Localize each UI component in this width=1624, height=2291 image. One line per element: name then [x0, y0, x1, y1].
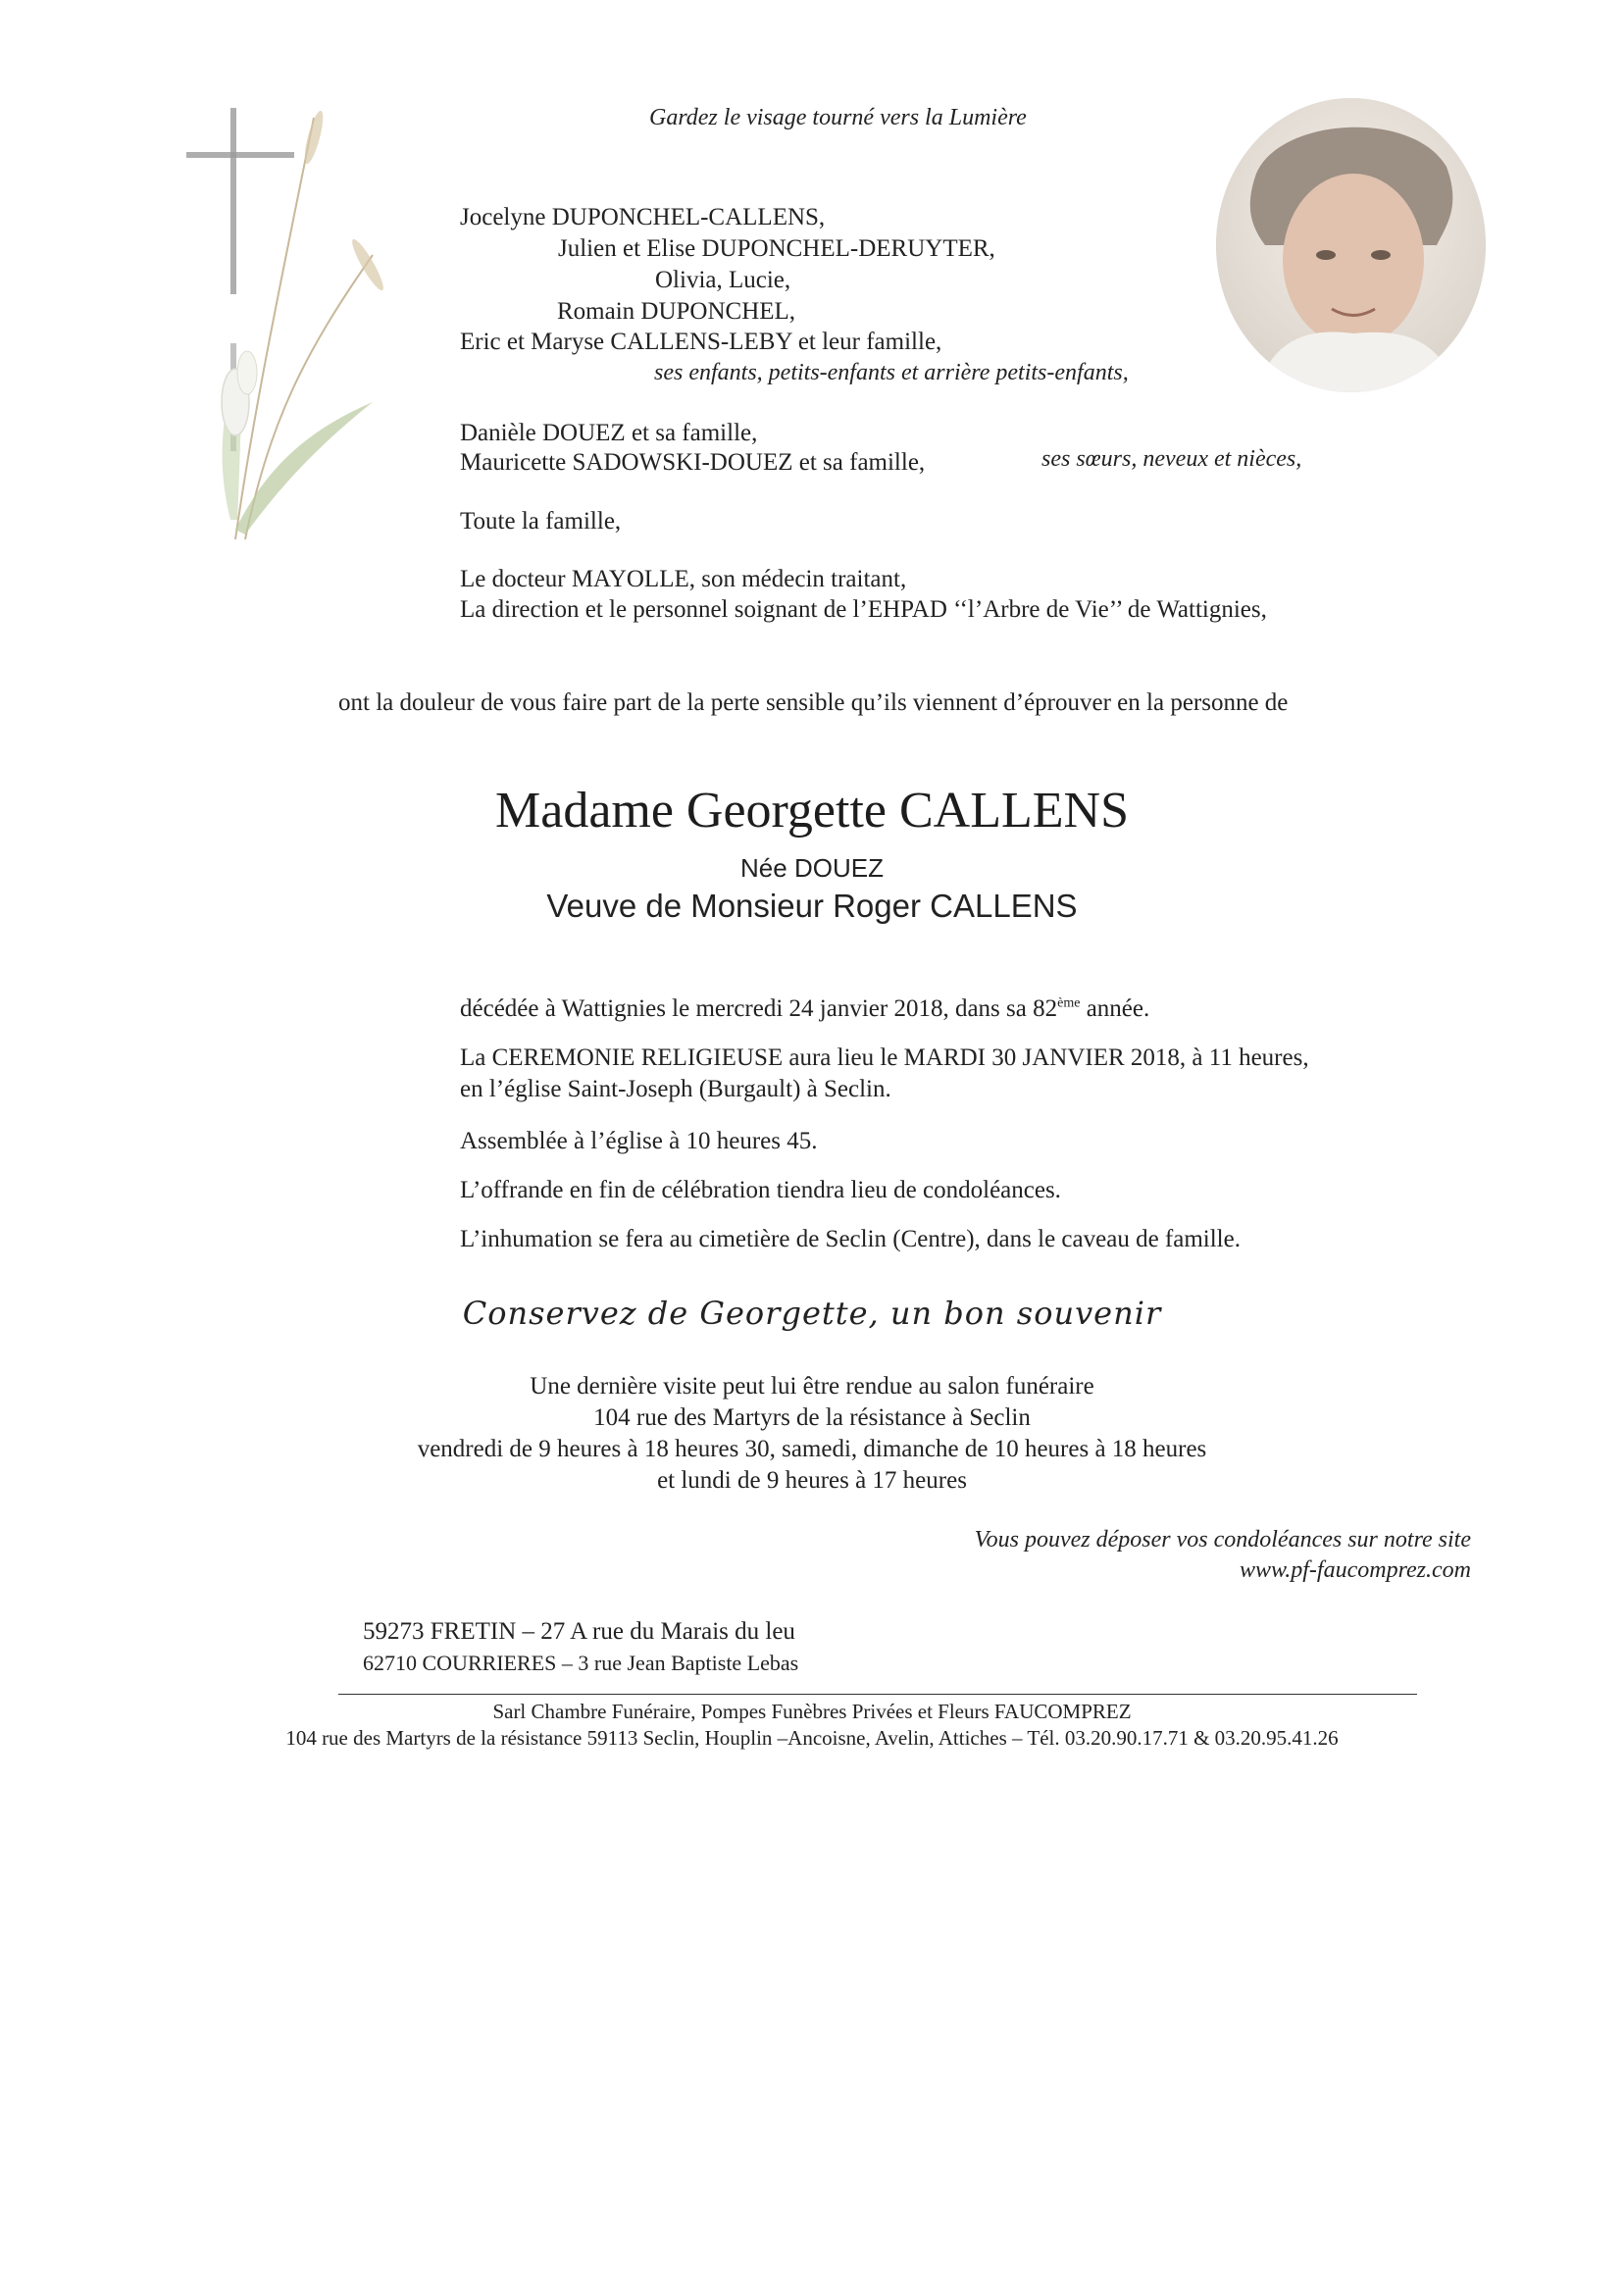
visit-hours: vendredi de 9 heures à 18 heures 30, samedi, dimanche de 10 heures à 18 heures [417, 1436, 1207, 1462]
ceremony-line: La CEREMONIE RELIGIEUSE aura lieu le MARDI 30 JANVIER 2018, à 11 heures, [460, 1044, 1309, 1071]
family-line: Olivia, Lucie, [655, 267, 791, 293]
burial-line: L’inhumation se fera au cimetière de Seclin (Centre), dans le caveau de famille. [460, 1226, 1241, 1252]
ehpad-line: La direction et le personnel soignant de l’EHPAD ‘‘l’Arbre de Vie’’ de Wattignies, [460, 596, 1267, 623]
widow-of: Veuve de Monsieur Roger CALLENS [546, 888, 1078, 924]
ceremony-location: en l’église Saint-Joseph (Burgault) à Seclin. [460, 1076, 891, 1102]
footer-company: Sarl Chambre Funéraire, Pompes Funèbres Privées et Fleurs FAUCOMPREZ [492, 1700, 1132, 1723]
sibling-relation: ses sœurs, neveux et nièces, [1041, 446, 1302, 472]
portrait-photo [1216, 98, 1486, 392]
family-relation: ses enfants, petits-enfants et arrière petits-enfants, [654, 360, 1129, 385]
family-line: Eric et Maryse CALLENS-LEBY et leur famille, [460, 329, 942, 355]
assembly-line: Assemblée à l’église à 10 heures 45. [460, 1128, 818, 1154]
birth-name: Née DOUEZ [740, 853, 884, 883]
footer-divider [338, 1694, 1417, 1695]
announcement: ont la douleur de vous faire part de la perte sensible qu’ils viennent d’éprouver en la personne de [338, 689, 1289, 716]
all-family: Toute la famille, [460, 508, 622, 535]
remembrance-text: Conservez de Georgette, un bon souvenir [462, 1295, 1162, 1332]
offering-line: L’offrande en fin de célébration tiendra lieu de condoléances. [460, 1177, 1061, 1203]
address-line: 62710 COURRIERES – 3 rue Jean Baptiste Lebas [363, 1651, 799, 1675]
cross-with-wheat-icon [177, 108, 392, 549]
footer-contact: 104 rue des Martyrs de la résistance 59113 Seclin, Houplin –Ancoisne, Avelin, Attiches – Tél. 03.20.90.17.71 & 03.20.95.41.26 [285, 1726, 1339, 1750]
family-line: Julien et Elise DUPONCHEL-DERUYTER, [558, 235, 995, 262]
visit-hours: et lundi de 9 heures à 17 heures [657, 1467, 967, 1494]
sibling-line: Danièle DOUEZ et sa famille, [460, 420, 758, 446]
doctor-line: Le docteur MAYOLLE, son médecin traitant, [460, 566, 907, 592]
sibling-line: Mauricette SADOWSKI-DOUEZ et sa famille, [460, 449, 926, 476]
condolences-note: Vous pouvez déposer vos condoléances sur notre site [974, 1527, 1471, 1553]
visit-address: 104 rue des Martyrs de la résistance à Seclin [593, 1404, 1031, 1431]
death-details: décédée à Wattignies le mercredi 24 janvier 2018, dans sa 82ème année. [460, 995, 1150, 1022]
family-line: Romain DUPONCHEL, [557, 298, 796, 325]
address-line: 59273 FRETIN – 27 A rue du Marais du leu [363, 1618, 795, 1645]
family-line: Jocelyne DUPONCHEL-CALLENS, [460, 204, 826, 230]
website-link[interactable]: www.pf-faucomprez.com [1240, 1557, 1471, 1583]
visit-line: Une dernière visite peut lui être rendue au salon funéraire [530, 1373, 1094, 1400]
epigraph: Gardez le visage tourné vers la Lumière [649, 105, 1027, 130]
deceased-name: Madame Georgette CALLENS [495, 783, 1129, 839]
